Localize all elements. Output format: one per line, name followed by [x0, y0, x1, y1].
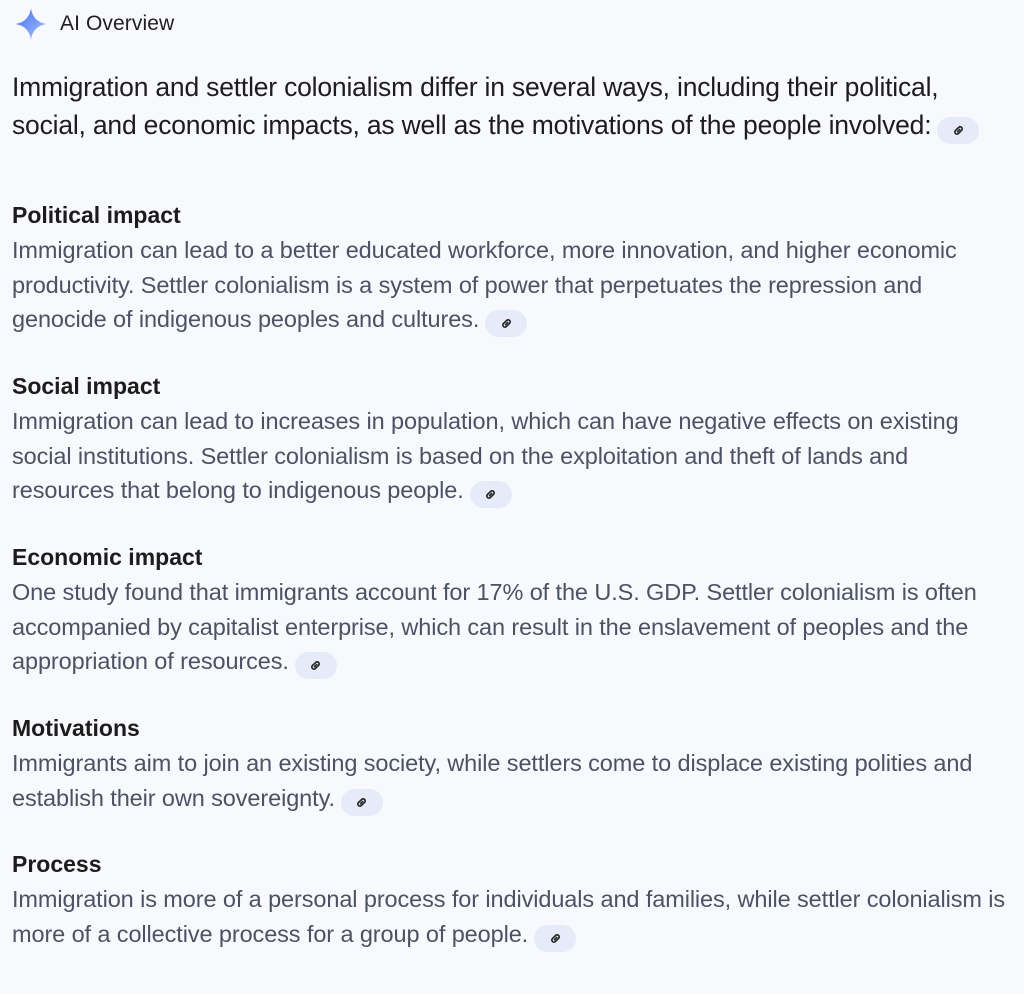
link-icon — [354, 795, 369, 810]
intro-text: Immigration and settler colonialism differ in several ways, including their political, social, and economic impacts, as well as the motivations of the people involved: — [12, 72, 939, 140]
source-link-chip[interactable] — [485, 310, 527, 337]
section-economic-impact — [12, 539, 1016, 679]
section-heading: Social impact — [12, 373, 161, 399]
link-icon — [308, 658, 323, 673]
link-icon — [499, 316, 514, 331]
section-body-text: One study found that immigrants account for 17% of the U.S. GDP. Settler colonialism is often accompanied by capitalist enterprise, which can result in the enslavement of peoples and the appropriation of resources. — [12, 579, 977, 674]
section-body — [12, 233, 1016, 337]
source-link-chip[interactable] — [937, 117, 979, 144]
source-link-chip[interactable] — [295, 652, 337, 679]
section-social-impact — [12, 368, 1016, 508]
section-body-text: Immigration is more of a personal process for individuals and families, while settler colonialism is more of a collective process for a group of people. — [12, 886, 1006, 947]
section-body-text: Immigrants aim to join an existing society, while settlers come to displace existing polities and establish their own sovereignty. — [12, 750, 973, 811]
link-icon — [548, 931, 563, 946]
section-body — [12, 404, 1016, 508]
section-body-text: Immigration can lead to increases in population, which can have negative effects on existing social institutions. Settler colonialism is based on the exploitation and theft of lands and resources that belong to indigenous people. — [12, 408, 959, 503]
intro-paragraph — [12, 68, 1002, 144]
section-motivations — [12, 710, 1016, 816]
section-political-impact — [12, 197, 1016, 337]
section-body — [12, 882, 1016, 952]
section-heading: Motivations — [12, 715, 140, 741]
ai-overview-header — [12, 0, 1012, 48]
section-heading: Process — [12, 851, 102, 877]
ai-overview-title: AI Overview — [60, 12, 175, 35]
section-body-text: Immigration can lead to a better educated workforce, more innovation, and higher economic productivity. Settler colonialism is a system of power that perpetuates the repression and genocide of indigenous peoples and cultures. — [12, 237, 957, 332]
section-heading: Economic impact — [12, 544, 203, 570]
source-link-chip[interactable] — [470, 481, 512, 508]
section-body — [12, 575, 1016, 679]
link-icon — [951, 123, 966, 138]
source-link-chip[interactable] — [341, 789, 383, 816]
section-process — [12, 846, 1016, 952]
section-body — [12, 746, 1016, 816]
section-heading: Political impact — [12, 202, 181, 228]
sparkle-icon — [14, 7, 48, 41]
link-icon — [483, 487, 498, 502]
source-link-chip[interactable] — [534, 925, 576, 952]
